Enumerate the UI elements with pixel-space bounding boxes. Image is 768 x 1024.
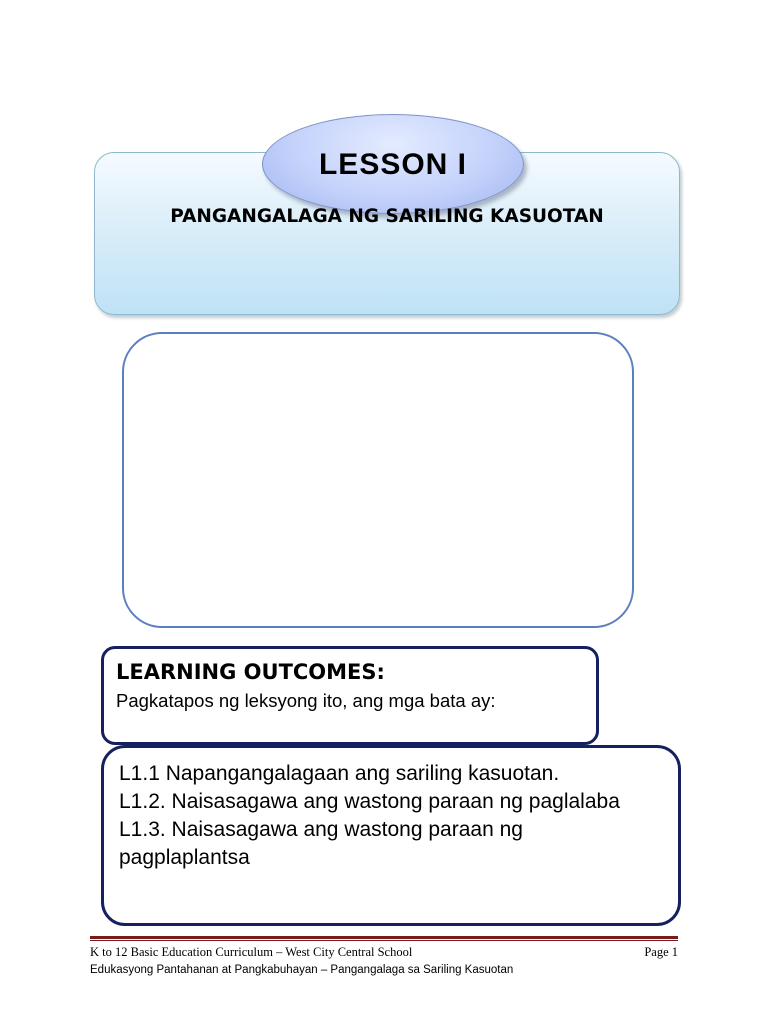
image-placeholder-frame: [122, 332, 634, 628]
footer-rule-thin: [90, 940, 678, 941]
outcome-item: L1.3. Naisasagawa ang wastong paraan ng pagplaplantsa: [119, 818, 523, 869]
footer-subject: Edukasyong Pantahanan at Pangkabuhayan – Pangangalaga sa Sariling Kasuotan: [90, 964, 514, 976]
outcome-list: [119, 760, 620, 872]
footer-curriculum: K to 12 Basic Education Curriculum – West City Central School: [90, 945, 413, 959]
learning-outcomes-heading: LEARNING OUTCOMES:: [116, 660, 385, 684]
lesson-subtitle: PANGANGALAGA NG SARILING KASUOTAN: [170, 206, 604, 227]
outcome-item: L1.2. Naisasagawa ang wastong paraan ng paglalaba: [119, 790, 620, 813]
footer-page-number: Page 1: [644, 945, 678, 959]
outcome-item: L1.1 Napangangalagaan ang sariling kasuotan.: [119, 762, 560, 785]
footer-rule: [90, 936, 678, 939]
lesson-label: LESSON I: [318, 148, 468, 181]
learning-outcomes-intro: Pagkatapos ng leksyong ito, ang mga bata ay:: [116, 690, 496, 711]
